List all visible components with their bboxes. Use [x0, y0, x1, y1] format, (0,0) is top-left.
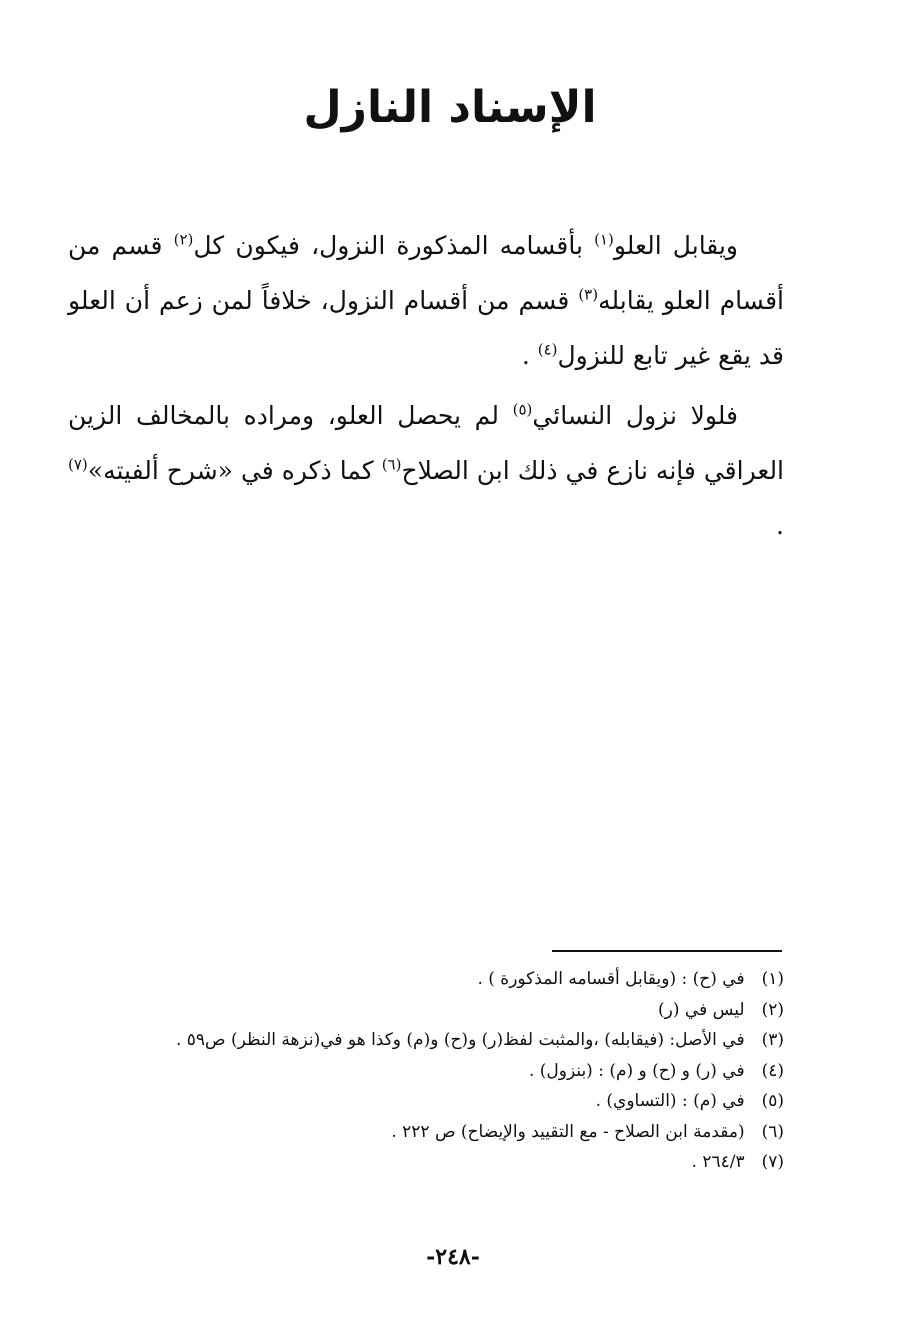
- footnote-separator: [552, 950, 782, 952]
- body-paragraph: [68, 218, 784, 383]
- text-segment: .: [521, 341, 538, 370]
- footnote-marker: (٤): [537, 340, 558, 359]
- page-title: الإسناد النازل: [303, 82, 597, 133]
- footnote-marker: (٣): [578, 285, 599, 304]
- footnote-item: [110, 1056, 784, 1087]
- footnote-number: (٧): [761, 1152, 784, 1172]
- footnote-item: [110, 1117, 784, 1148]
- footnote-marker: (٥): [512, 400, 533, 419]
- footnote-text: في الأصل: (فيقابله) ،والمثبت لفظ(ر) و(ح) و(م) وكذا هو في(نزهة النظر) ص٥٩ .: [175, 1030, 745, 1050]
- footnote-text: في (ر) و (ح) و (م) : (بنزول) .: [528, 1060, 745, 1081]
- footnote-number: (٢): [761, 999, 784, 1020]
- footnote-text: ليس في (ر): [658, 999, 745, 1020]
- footnote-number: (٥): [761, 1091, 784, 1111]
- footnote-text: في (م) : (التساوي) .: [595, 1091, 745, 1111]
- text-segment: كما ذكره في «شرح ألفيته»: [87, 456, 382, 485]
- footnote-text: ٢٦٤/٣ .: [691, 1152, 745, 1172]
- footnotes-list: [110, 964, 784, 1178]
- footnote-item: [110, 964, 784, 995]
- page-number: -٢٤٨-: [426, 1244, 480, 1270]
- text-segment: ويقابل العلو: [613, 231, 738, 260]
- footnote-item: [110, 995, 784, 1026]
- text-segment: لم يحصل العلو، ومراده بالمخالف الزين العراقي فإنه نازع في ذلك ابن الصلاح: [68, 401, 785, 485]
- footnote-item: [110, 1025, 784, 1056]
- text-segment: قسم من أقسام النزول، خلافاً لمن زعم أن العلو قد يقع غير تابع للنزول: [68, 286, 784, 370]
- footnote-number: (١): [761, 969, 784, 989]
- footnote-text: (مقدمة ابن الصلاح - مع التقييد والإيضاح) ص ٢٢٢ .: [391, 1121, 745, 1142]
- main-text: [68, 218, 784, 558]
- footnote-text: في (ح) : (ويقابل أقسامه المذكورة ) .: [477, 969, 745, 989]
- footnote-number: (٦): [761, 1121, 784, 1142]
- footnote-number: (٤): [761, 1060, 784, 1081]
- body-paragraph: [68, 388, 784, 553]
- text-segment: فلولا نزول النسائي: [532, 401, 738, 430]
- footnote-marker: (١): [594, 230, 614, 249]
- text-segment: .: [776, 511, 784, 540]
- footnote-marker: (٦): [381, 455, 402, 474]
- footnote-marker: (٢): [173, 230, 194, 249]
- footnote-marker: (٧): [68, 455, 88, 474]
- footnote-number: (٣): [761, 1030, 784, 1050]
- footnote-item: [110, 1147, 784, 1178]
- text-segment: بأقسامه المذكورة النزول، فيكون كل: [193, 231, 595, 260]
- footnote-item: [110, 1086, 784, 1117]
- text-segment: قسم من أقسام العلو يقابله: [68, 231, 784, 315]
